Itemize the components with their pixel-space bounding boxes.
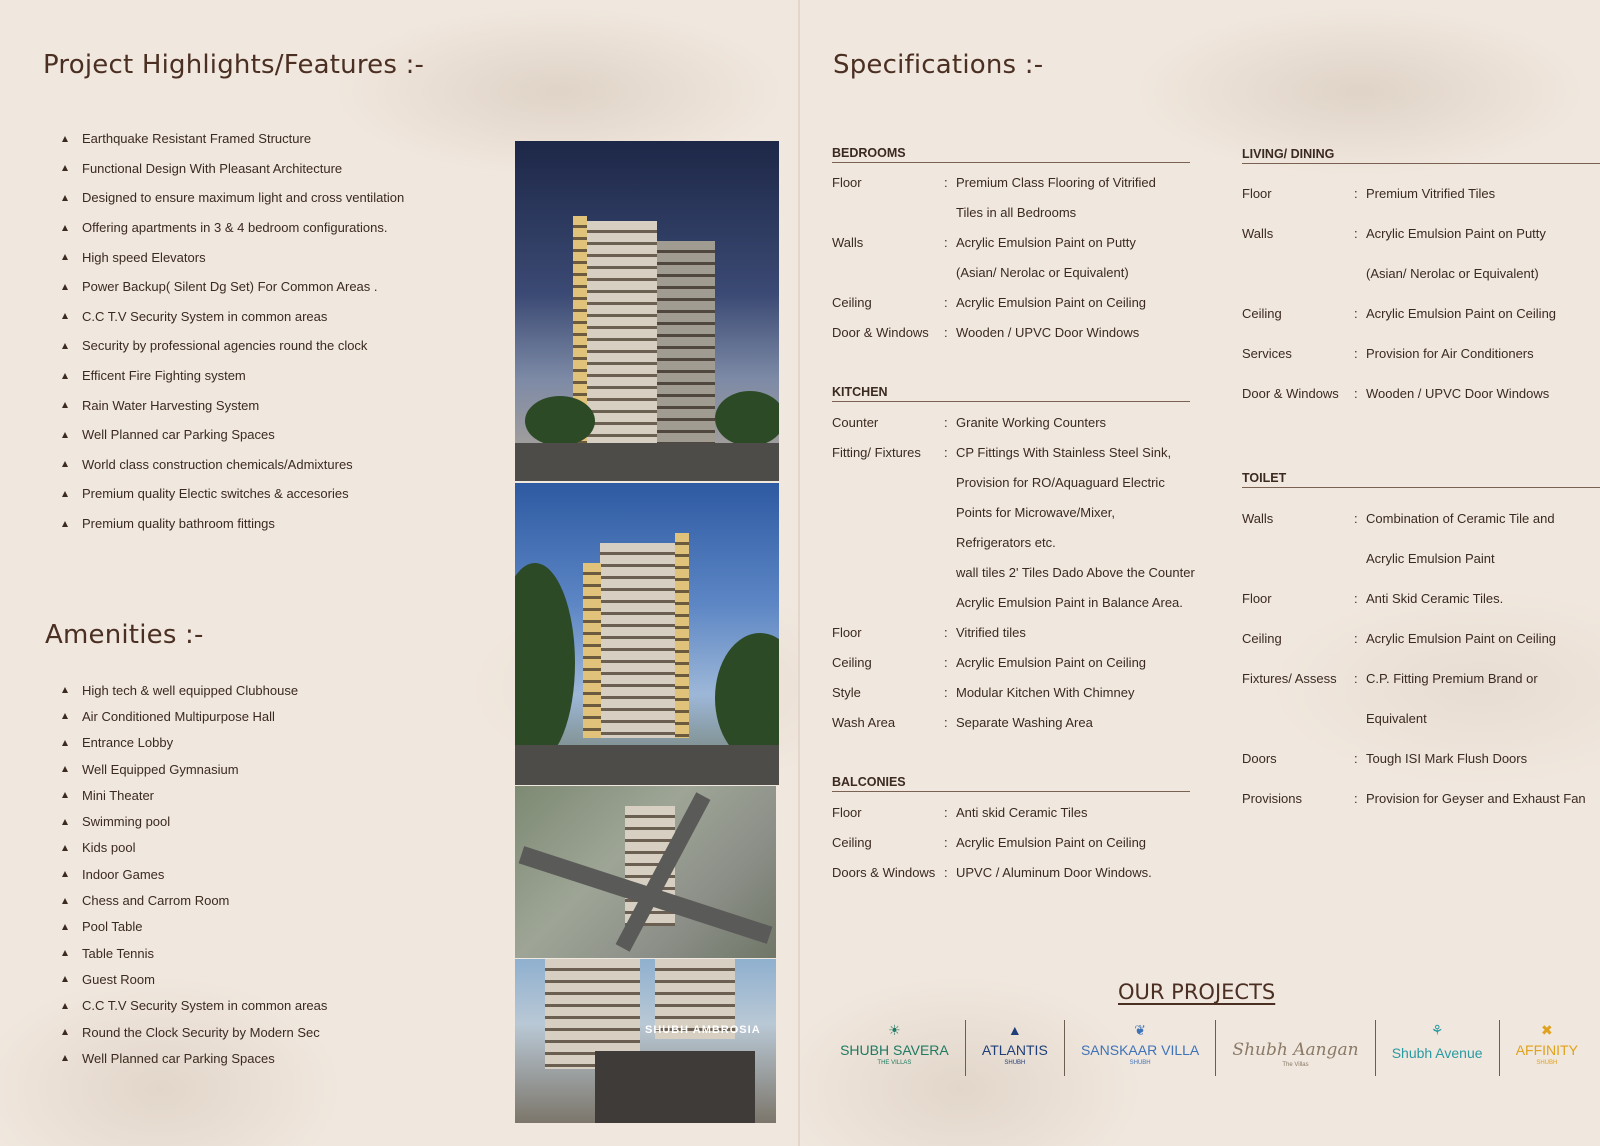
highlight-item-text: Functional Design With Pleasant Architecture xyxy=(82,160,343,176)
logo-name: SHUBH SAVERA xyxy=(840,1042,949,1058)
spec-label: Ceiling xyxy=(1242,631,1282,646)
amenity-item xyxy=(62,756,327,782)
amenity-item xyxy=(62,940,327,966)
our-projects-title: OUR PROJECTS xyxy=(1118,980,1276,1004)
toilet-specs xyxy=(1242,511,1586,831)
highlight-item xyxy=(62,154,404,184)
project-logos xyxy=(824,1020,1594,1076)
logo-subtitle: THE VILLAS xyxy=(877,1060,912,1066)
amenity-item-text: Pool Table xyxy=(82,919,143,935)
spec-label: Door & Windows xyxy=(832,325,929,340)
amenity-item xyxy=(62,808,327,834)
spec-label: Fixtures/ Assess xyxy=(1242,671,1337,686)
triangle-bullet-icon xyxy=(62,819,68,825)
spec-value: Refrigerators etc. xyxy=(956,535,1056,550)
spec-value: Acrylic Emulsion Paint on Ceiling xyxy=(956,655,1147,670)
spec-colon: : xyxy=(1354,346,1358,361)
spec-colon: : xyxy=(944,235,948,250)
spec-value: Anti Skid Ceramic Tiles. xyxy=(1366,591,1504,606)
spec-colon: : xyxy=(1354,511,1358,526)
spec-value: Provision for Air Conditioners xyxy=(1366,346,1534,361)
spec-row xyxy=(1242,511,1586,591)
spec-value: Tiles in all Bedrooms xyxy=(956,205,1077,220)
highlight-item xyxy=(62,331,404,361)
triangle-bullet-icon xyxy=(62,225,68,231)
triangle-bullet-icon xyxy=(62,740,68,746)
spec-row xyxy=(832,445,1195,625)
highlight-item-text: Offering apartments in 3 & 4 bedroom configurations. xyxy=(82,220,388,236)
spec-label: Walls xyxy=(1242,226,1274,241)
spec-label: Ceiling xyxy=(832,655,872,670)
spec-colon: : xyxy=(944,835,948,850)
spec-value: (Asian/ Nerolac or Equivalent) xyxy=(1366,266,1539,281)
highlight-item xyxy=(62,390,404,420)
amenity-item-text: Table Tennis xyxy=(82,945,155,961)
spec-row xyxy=(832,295,1156,325)
logo-emblem-icon: ❦ xyxy=(1134,1022,1146,1038)
kitchen-heading: KITCHEN xyxy=(832,385,1190,402)
logo-subtitle: SHUBH xyxy=(1004,1060,1026,1066)
page-fold xyxy=(798,0,800,1146)
spec-label: Style xyxy=(832,685,861,700)
highlight-item-text: Premium quality Electic switches & accesories xyxy=(82,486,349,502)
logo-emblem-icon: ▲ xyxy=(1007,1022,1022,1038)
project-logo xyxy=(1375,1020,1499,1076)
amenity-item-text: Mini Theater xyxy=(82,787,155,803)
spec-colon: : xyxy=(944,445,948,460)
spec-label: Floor xyxy=(832,175,862,190)
spec-row xyxy=(1242,751,1586,791)
highlight-item-text: Security by professional agencies round the clock xyxy=(82,338,368,354)
building-render-day xyxy=(515,483,779,785)
spec-value: Acrylic Emulsion Paint in Balance Area. xyxy=(956,595,1183,610)
spec-value: Provision for RO/Aquaguard Electric xyxy=(956,475,1165,490)
spec-colon: : xyxy=(944,685,948,700)
triangle-bullet-icon xyxy=(62,1055,68,1061)
spec-label: Walls xyxy=(1242,511,1274,526)
spec-row xyxy=(1242,226,1556,306)
spec-value: UPVC / Aluminum Door Windows. xyxy=(956,865,1152,880)
spec-label: Wash Area xyxy=(832,715,896,730)
spec-label: Counter xyxy=(832,415,879,430)
spec-row xyxy=(832,235,1156,295)
living-dining-heading: LIVING/ DINING xyxy=(1242,147,1600,164)
spec-value: Granite Working Counters xyxy=(956,415,1107,430)
triangle-bullet-icon xyxy=(62,373,68,379)
spec-row xyxy=(832,655,1195,685)
project-logo xyxy=(824,1020,965,1076)
triangle-bullet-icon xyxy=(62,402,68,408)
spec-label: Doors & Windows xyxy=(832,865,936,880)
spec-value: Acrylic Emulsion Paint on Ceiling xyxy=(1366,631,1557,646)
spec-value: Wooden / UPVC Door Windows xyxy=(1366,386,1550,401)
amenity-item xyxy=(62,993,327,1019)
spec-label: Ceiling xyxy=(832,295,872,310)
building-sign: SHUBH AMBROSIA xyxy=(645,1024,761,1036)
spec-value: Premium Vitrified Tiles xyxy=(1366,186,1496,201)
spec-value: Acrylic Emulsion Paint on Ceiling xyxy=(956,295,1147,310)
building-aerial-view xyxy=(515,786,776,958)
triangle-bullet-icon xyxy=(62,713,68,719)
amenity-item-text: Air Conditioned Multipurpose Hall xyxy=(82,708,275,724)
spec-label: Floor xyxy=(1242,591,1272,606)
highlight-item xyxy=(62,302,404,332)
spec-value: Provision for Geyser and Exhaust Fan xyxy=(1366,791,1586,806)
amenity-item-text: High tech & well equipped Clubhouse xyxy=(82,682,299,698)
project-logo xyxy=(965,1020,1064,1076)
logo-subtitle: SHUBH xyxy=(1536,1060,1558,1066)
spec-row xyxy=(832,865,1152,895)
amenity-item-text: Guest Room xyxy=(82,971,155,987)
spec-value: (Asian/ Nerolac or Equivalent) xyxy=(956,265,1129,280)
spec-value: Premium Class Flooring of Vitrified xyxy=(956,175,1156,190)
spec-label: Services xyxy=(1242,346,1292,361)
spec-colon: : xyxy=(944,715,948,730)
triangle-bullet-icon xyxy=(62,845,68,851)
highlight-item xyxy=(62,479,404,509)
spec-row xyxy=(832,685,1195,715)
highlights-title: Project Highlights/Features :- xyxy=(43,50,425,80)
highlight-item-text: World class construction chemicals/Admixtures xyxy=(82,456,353,472)
highlight-item xyxy=(62,242,404,272)
balconies-specs xyxy=(832,805,1152,895)
spec-value: Acrylic Emulsion Paint on Ceiling xyxy=(956,835,1147,850)
amenity-item-text: Chess and Carrom Room xyxy=(82,893,230,909)
highlight-item-text: Well Planned car Parking Spaces xyxy=(82,427,275,443)
amenity-item xyxy=(62,730,327,756)
highlight-item xyxy=(62,272,404,302)
triangle-bullet-icon xyxy=(62,766,68,772)
spec-value: Wooden / UPVC Door Windows xyxy=(956,325,1140,340)
triangle-bullet-icon xyxy=(62,284,68,290)
highlight-item-text: Earthquake Resistant Framed Structure xyxy=(82,131,312,147)
amenity-item xyxy=(62,835,327,861)
spec-value: CP Fittings With Stainless Steel Sink, xyxy=(956,445,1172,460)
triangle-bullet-icon xyxy=(62,432,68,438)
highlight-item-text: C.C T.V Security System in common areas xyxy=(82,308,328,324)
spec-row xyxy=(1242,186,1556,226)
spec-row xyxy=(1242,306,1556,346)
spec-value: Anti skid Ceramic Tiles xyxy=(956,805,1088,820)
triangle-bullet-icon xyxy=(62,195,68,201)
spec-row xyxy=(832,415,1195,445)
spec-label: Provisions xyxy=(1242,791,1302,806)
spec-colon: : xyxy=(1354,386,1358,401)
triangle-bullet-icon xyxy=(62,924,68,930)
spec-label: Door & Windows xyxy=(1242,386,1339,401)
amenity-item xyxy=(62,914,327,940)
spec-value: wall tiles 2' Tiles Dado Above the Counter xyxy=(956,565,1195,580)
spec-colon: : xyxy=(944,325,948,340)
spec-colon: : xyxy=(1354,226,1358,241)
spec-label: Doors xyxy=(1242,751,1277,766)
amenity-item-text: Entrance Lobby xyxy=(82,735,174,751)
triangle-bullet-icon xyxy=(62,254,68,260)
spec-colon: : xyxy=(1354,671,1358,686)
highlights-list xyxy=(62,124,404,538)
spec-value: Separate Washing Area xyxy=(956,715,1093,730)
amenity-item-text: Round the Clock Security by Modern Sec xyxy=(82,1024,320,1040)
amenity-item-text: Kids pool xyxy=(82,840,136,856)
highlight-item xyxy=(62,420,404,450)
triangle-bullet-icon xyxy=(62,1003,68,1009)
spec-label: Floor xyxy=(832,625,862,640)
amenity-item xyxy=(62,966,327,992)
triangle-bullet-icon xyxy=(62,950,68,956)
highlight-item xyxy=(62,450,404,480)
highlight-item xyxy=(62,361,404,391)
spec-colon: : xyxy=(944,865,948,880)
amenity-item xyxy=(62,677,327,703)
specifications-title: Specifications :- xyxy=(833,50,1044,80)
spec-colon: : xyxy=(1354,306,1358,321)
triangle-bullet-icon xyxy=(62,313,68,319)
spec-label: Fitting/ Fixtures xyxy=(832,445,921,460)
amenity-item xyxy=(62,1019,327,1045)
highlight-item-text: Efficent Fire Fighting system xyxy=(82,368,246,384)
spec-row xyxy=(832,175,1156,235)
spec-label: Floor xyxy=(832,805,862,820)
triangle-bullet-icon xyxy=(62,898,68,904)
spec-colon: : xyxy=(944,295,948,310)
spec-row xyxy=(1242,346,1556,386)
amenities-list xyxy=(62,677,327,1071)
logo-emblem-icon: ✖ xyxy=(1540,1022,1553,1038)
spec-colon: : xyxy=(1354,791,1358,806)
logo-subtitle: The Villas xyxy=(1282,1062,1309,1068)
building-entrance-render xyxy=(515,959,776,1123)
highlight-item-text: Premium quality bathroom fittings xyxy=(82,516,275,532)
logo-name: Shubh Avenue xyxy=(1391,1045,1483,1061)
spec-value: C.P. Fitting Premium Brand or xyxy=(1366,671,1538,686)
spec-colon: : xyxy=(944,805,948,820)
logo-emblem-icon: ⚘ xyxy=(1430,1022,1444,1038)
spec-colon: : xyxy=(1354,591,1358,606)
spec-value: Acrylic Emulsion Paint on Ceiling xyxy=(1366,306,1557,321)
spec-value: Acrylic Emulsion Paint on Putty xyxy=(1366,226,1546,241)
spec-label: Ceiling xyxy=(1242,306,1282,321)
highlight-item xyxy=(62,183,404,213)
amenities-title: Amenities :- xyxy=(45,620,204,650)
spec-row xyxy=(832,835,1152,865)
amenity-item-text: Well Planned car Parking Spaces xyxy=(82,1050,275,1066)
spec-colon: : xyxy=(944,175,948,190)
highlight-item-text: Rain Water Harvesting System xyxy=(82,397,260,413)
spec-label: Walls xyxy=(832,235,864,250)
spec-value: Tough ISI Mark Flush Doors xyxy=(1366,751,1528,766)
amenity-item xyxy=(62,887,327,913)
triangle-bullet-icon xyxy=(62,521,68,527)
spec-value: Acrylic Emulsion Paint xyxy=(1366,551,1495,566)
project-logo xyxy=(1064,1020,1215,1076)
highlight-item-text: Designed to ensure maximum light and cross ventilation xyxy=(82,190,405,206)
bedrooms-heading: BEDROOMS xyxy=(832,146,1190,163)
amenity-item-text: Swimming pool xyxy=(82,814,171,830)
spec-colon: : xyxy=(1354,186,1358,201)
triangle-bullet-icon xyxy=(62,976,68,982)
kitchen-specs xyxy=(832,415,1195,745)
spec-value: Vitrified tiles xyxy=(956,625,1026,640)
triangle-bullet-icon xyxy=(62,343,68,349)
amenity-item-text: Well Equipped Gymnasium xyxy=(82,761,239,777)
logo-name: Shubh Aangan xyxy=(1232,1040,1359,1060)
triangle-bullet-icon xyxy=(62,792,68,798)
spec-colon: : xyxy=(1354,631,1358,646)
toilet-heading: TOILET xyxy=(1242,471,1600,488)
amenity-item xyxy=(62,782,327,808)
spec-row xyxy=(1242,631,1586,671)
spec-value: Acrylic Emulsion Paint on Putty xyxy=(956,235,1136,250)
balconies-heading: BALCONIES xyxy=(832,775,1190,792)
logo-name: SANSKAAR VILLA xyxy=(1080,1042,1200,1058)
triangle-bullet-icon xyxy=(62,491,68,497)
logo-emblem-icon: ☀ xyxy=(888,1022,901,1038)
triangle-bullet-icon xyxy=(62,165,68,171)
amenity-item-text: C.C T.V Security System in common areas xyxy=(82,998,328,1014)
triangle-bullet-icon xyxy=(62,1029,68,1035)
amenity-item xyxy=(62,703,327,729)
spec-label: Ceiling xyxy=(832,835,872,850)
project-logo xyxy=(1215,1020,1374,1076)
spec-row xyxy=(832,625,1195,655)
highlight-item xyxy=(62,509,404,539)
spec-row xyxy=(1242,791,1586,831)
spec-row xyxy=(1242,386,1556,426)
amenity-item-text: Indoor Games xyxy=(82,866,165,882)
building-render-night xyxy=(515,141,779,481)
triangle-bullet-icon xyxy=(62,136,68,142)
highlight-item xyxy=(62,213,404,243)
triangle-bullet-icon xyxy=(62,871,68,877)
logo-subtitle: SHUBH xyxy=(1129,1060,1151,1066)
highlight-item-text: High speed Elevators xyxy=(82,249,206,265)
living-dining-specs xyxy=(1242,186,1556,426)
project-logo xyxy=(1499,1020,1594,1076)
bedrooms-specs xyxy=(832,175,1156,355)
spec-colon: : xyxy=(944,415,948,430)
amenity-item xyxy=(62,861,327,887)
spec-colon: : xyxy=(944,625,948,640)
spec-value: Modular Kitchen With Chimney xyxy=(956,685,1135,700)
logo-name: AFFINITY xyxy=(1515,1042,1578,1058)
spec-value: Points for Microwave/Mixer, xyxy=(956,505,1115,520)
triangle-bullet-icon xyxy=(62,461,68,467)
spec-colon: : xyxy=(944,655,948,670)
spec-row xyxy=(832,715,1195,745)
spec-row xyxy=(832,325,1156,355)
spec-value: Equivalent xyxy=(1366,711,1427,726)
spec-label: Floor xyxy=(1242,186,1272,201)
triangle-bullet-icon xyxy=(62,687,68,693)
amenity-item xyxy=(62,1045,327,1071)
spec-row xyxy=(1242,591,1586,631)
spec-row xyxy=(1242,671,1586,751)
spec-value: Combination of Ceramic Tile and xyxy=(1366,511,1555,526)
spec-row xyxy=(832,805,1152,835)
spec-colon: : xyxy=(1354,751,1358,766)
highlight-item xyxy=(62,124,404,154)
highlight-item-text: Power Backup( Silent Dg Set) For Common Areas . xyxy=(82,279,378,295)
logo-name: ATLANTIS xyxy=(981,1042,1048,1058)
